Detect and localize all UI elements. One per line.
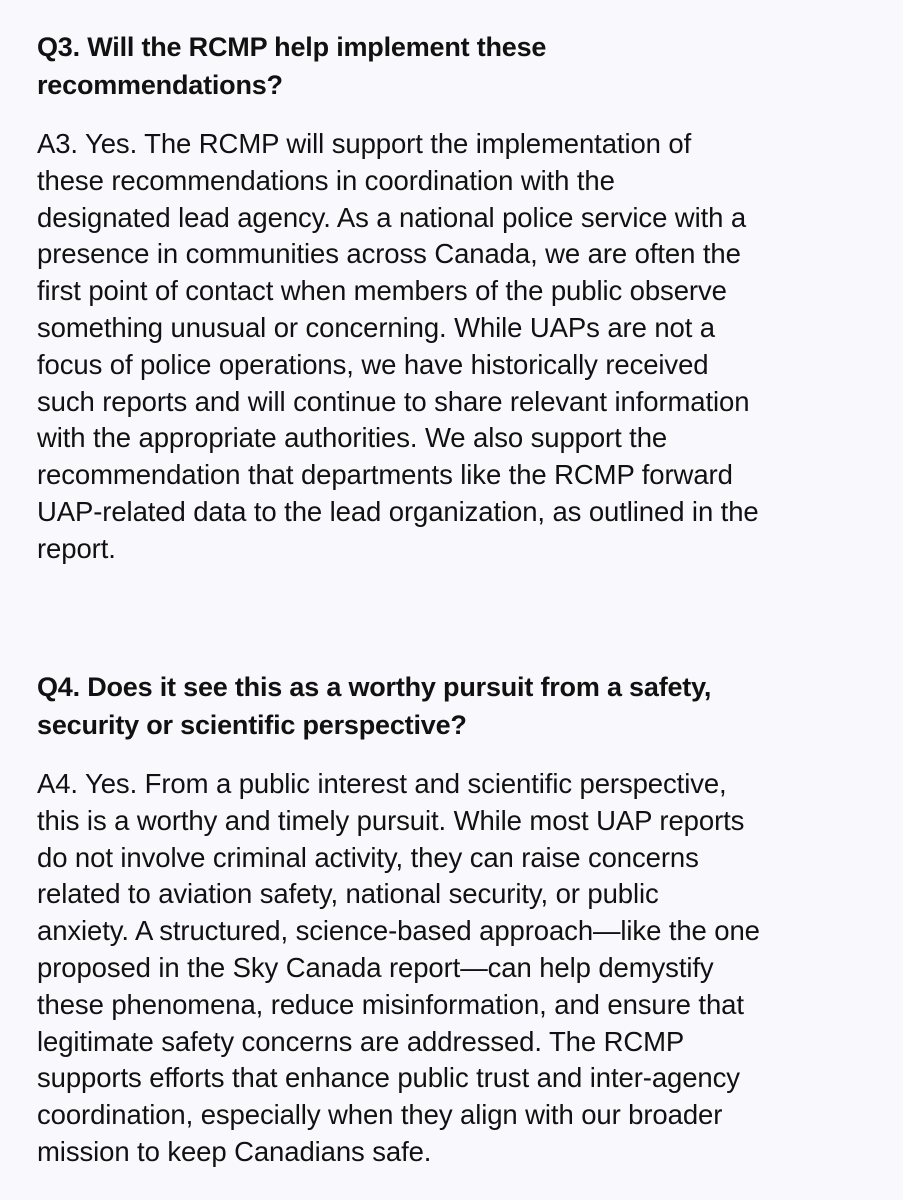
- question-line: security or scientific perspective?: [37, 710, 467, 740]
- answer-line: designated lead agency. As a national police service with a: [37, 201, 747, 233]
- answer-line: recommendation that departments like the RCMP forward: [37, 459, 733, 491]
- answer-line: legitimate safety concerns are addressed. The RCMP: [37, 1025, 685, 1057]
- answer-line: first point of contact when members of the public observe: [37, 275, 727, 307]
- qa-section-q3: [37, 28, 877, 568]
- answer-line: supports efforts that enhance public trust and inter-agency: [37, 1062, 740, 1094]
- answer-line: related to aviation safety, national security, or public: [37, 878, 659, 910]
- answer-line: proposed in the Sky Canada report—can help demystify: [37, 951, 714, 983]
- answer-line: presence in communities across Canada, we are often the: [37, 238, 741, 270]
- answer-line: such reports and will continue to share relevant information: [37, 385, 750, 417]
- answer-line: coordination, especially when they align with our broader: [37, 1099, 723, 1131]
- question-line: Q4. Does it see this as a worthy pursuit from a safety,: [37, 672, 712, 702]
- question-line: recommendations?: [37, 70, 283, 100]
- answer-line: report.: [37, 532, 116, 564]
- question-heading-q4: [37, 668, 877, 744]
- answer-line: this is a worthy and timely pursuit. While most UAP reports: [37, 804, 745, 836]
- answer-paragraph-a3: [37, 126, 877, 568]
- answer-paragraph-a4: [37, 766, 877, 1171]
- answer-line: do not involve criminal activity, they can raise concerns: [37, 841, 699, 873]
- answer-line: anxiety. A structured, science-based approach—like the one: [37, 915, 760, 947]
- answer-line: these phenomena, reduce misinformation, and ensure that: [37, 988, 744, 1020]
- answer-line: UAP-related data to the lead organization, as outlined in the: [37, 495, 759, 527]
- question-heading-q3: [37, 28, 877, 104]
- answer-line: these recommendations in coordination with the: [37, 164, 615, 196]
- answer-line: A4. Yes. From a public interest and scientific perspective,: [37, 768, 727, 799]
- answer-line: A3. Yes. The RCMP will support the implementation of: [37, 128, 692, 159]
- question-line: Q3. Will the RCMP help implement these: [37, 32, 547, 62]
- answer-line: focus of police operations, we have historically received: [37, 348, 709, 380]
- answer-line: something unusual or concerning. While UAPs are not a: [37, 311, 715, 343]
- answer-line: mission to keep Canadians safe.: [37, 1135, 432, 1167]
- answer-line: with the appropriate authorities. We also support the: [37, 422, 668, 454]
- qa-section-q4: [37, 668, 877, 1171]
